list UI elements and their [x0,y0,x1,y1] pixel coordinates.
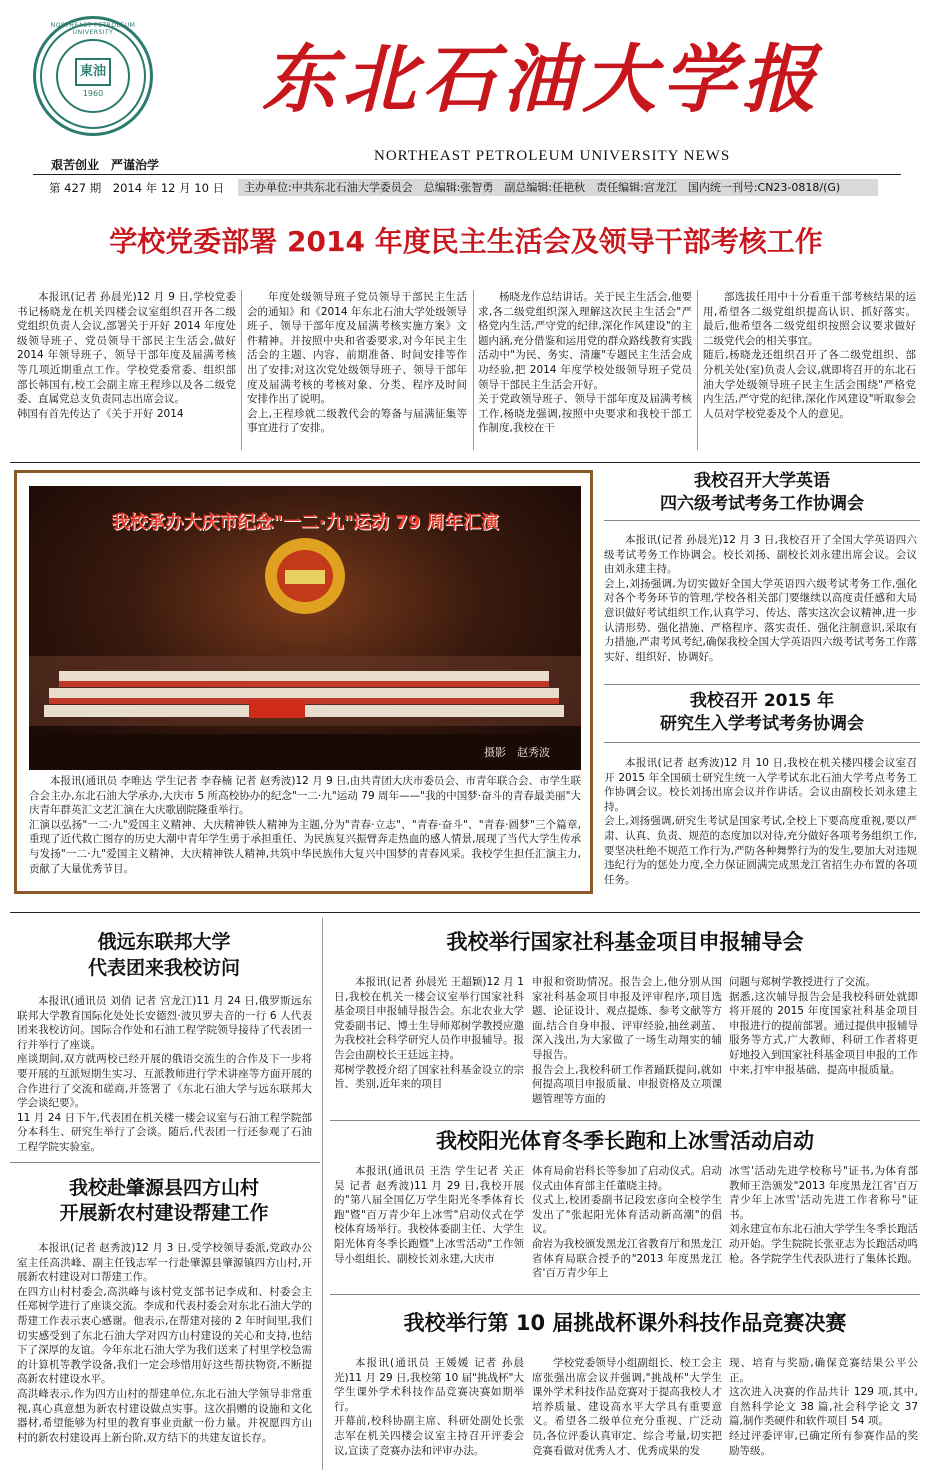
section-rule [10,462,920,463]
grad-top-rule [604,684,920,685]
challenge-headline: 我校举行第 10 届挑战杯课外科技作品竞赛决赛 [403,1311,847,1335]
divider [241,290,242,450]
grad-rule [604,742,920,743]
challenge-col-1: 本报讯(通讯员 王媛媛 记者 孙晨光)11 月 29 日,我校第 10 届"挑战杯"大学生课外学术科技作品竞赛决赛如期举行。 开幕前,校科协副主席、科研处副处长张志军在机关四楼会议室主持召开评委会议,宣读了竞赛办法和评审办法。 [334,1357,524,1457]
lead-col-2: 年度处级领导班子党员领导干部民主生活会的通知》和《2014 年东北石油大学处级领导班子、领导干部年度及届满考核实施方案》文件精神。并按照中央和省委要求,对今年民主生活会的主题、内容、前期准备、时间安排等作出了安排;对这次党处级领导班子、领导干部年度及届满考核的考核对象、分类、程序及时间安排作出了说明。 会上,王程珍就二级教代会的筹备与届满征集等事宜进行了安排。 [247,291,467,435]
village-headline-2: 开展新农村建设帮建工作 [59,1202,269,1224]
grad-headline-1: 我校召开 2015 年 [689,691,835,711]
masthead-motto: 艰苦创业 严谨治学 [51,158,160,172]
performance-photo [29,486,581,770]
publisher-info: 主办单位:中共东北石油大学委员会 总编辑:张智勇 副总编辑:任艳秋 责任编辑:宫龙江 国内统一刊号:CN23-0818/(G) [238,179,878,196]
issue-date: 第 427 期 2014 年 12 月 10 日 [49,181,225,195]
lead-col-1: 本报讯(记者 孙晨光)12 月 9 日,学校党委书记杨晓龙在机关四楼会议室组织召开各二级党组织负责人会议,部署关于开好 2014 年度处级领导班子、党员领导干部民主生活会,做好 2014 年领导班子、领导干部年度及届满考核等几项近期重点工作。学校党委常委、组织部部长韩国有,校工会副主席王程珍以及各二级党委、直属党总支负责同志出席会议。 韩国有首先传达了《关于开好 2014 [17,291,236,420]
logo-center-text: 東油 [79,64,106,79]
grad-headline-2: 研究生入学考试考务协调会 [660,714,864,734]
russia-headline-1: 俄远东联邦大学 [97,931,231,953]
left-column-divider [322,918,323,1470]
grad-body: 本报讯(记者 赵秀波)12 月 10 日,我校在机关楼四楼会议室召开 2015 年全国硕士研究生统一入学考试东北石油大学考点考务工作协调会议。校长刘扬出席会议并作讲话。会议由副校长刘永建主持。 会上,刘扬强调,研究生考试是国家考试,全校上下要高度重视,要以严肃、认真、负责、规范的态度加以对待,充分做好各项考务组织工作,要坚决杜绝不规范工作行为,严防各种舞弊行为的发生,要加大对违规违纪行为的惩处力度,全力保证圆满完成黑龙江省招生办布置的各项任务。 [604,757,917,886]
village-body: 本报讯(记者 赵秀波)12 月 3 日,受学校领导委派,党政办公室主任高洪峰、副主任钱志军一行赴肇源县肇源镇四方山村,开展新农村建设对口帮建工作。 在四方山村村委会,高洪峰与该村党支部书记李成和、村委会主任郑树学进行了座谈交流。李成和代表村委会对东北石油大学的帮建工作表示衷心感谢。他表示,在帮建对接的 2 年时间里,我们切实感受到了东北石油大学对四方山村建设的关心和支持,也结下了深厚的友谊。今年东北石油大学为我们送来了村里学校急需的计算机等教学设备,我们一定会珍惜用好这些帮扶物资,不断提高新农村建设水平。 高洪峰表示,作为四方山村的帮建单位,东北石油大学领导非常重视,真心真意想为新农村建设做点实事。这次捐赠的设施和文化器材,希望能够为村里的教育事业贡献一份力量。并祝愿四方山村的新农村建设再上新台阶,双方结下的共建友谊长存。 [17,1242,312,1444]
social-science-col-2: 申报和资助情况。报告会上,他分别从国家社科基金项目申报及评审程序,项目选题、论证设计、观点提炼、参考文献等方面,结合自身申报、评审经验,抽丝剥茧、深入浅出,为大家做了一场生动翔实的辅导报告。 报告会上,我校科研工作者踊跃提问,就如何提高项目申报质量、申报资格及立项课题管理等方面的 [532,976,722,1105]
russia-body: 本报讯(通讯员 刘俏 记者 宫龙江)11 月 24 日,俄罗斯远东联邦大学教育国际化处处长安德烈·波贝罗夫音的一行 6 人代表团来我校访问。国际合作处和石油工程学院领导接待了代表团一行并举行了座谈。 座谈期间,双方就两校已经开展的俄语交流生的合作及下一步将要开展的互派短期生实习、互派教师进行学术讲座等方面开展的合作进行了交流和磋商,并签署了《东北石油大学与远东联邦大学会谈纪要》。 11 月 24 日下午,代表团在机关楼一楼会议室与石油工程学院部分本科生、研究生举行了会谈。随后,代表团一行还参观了石油工程学院实验室。 [17,995,312,1153]
sports-col-1: 本报讯(通讯员 王浩 学生记者 关正昊 记者 赵秀波)11 月 29 日,我校开展的"第八届全国亿万学生阳光冬季体育长跑"暨"百万青少年上冰雪"启动仪式在学校体育场举行。我校体委副主任、大学生阳光体育冬季长跑暨"上冰雪活动"工作领导小组组长、副校长刘永建,大庆市 [334,1165,524,1265]
masthead-english: NORTHEAST PETROLEUM UNIVERSITY NEWS [374,148,731,164]
social-science-col-1: 本报讯(记者 孙晨光 王超颖)12 月 1 日,我校在机关一楼会议室举行国家社科基金项目申报辅导报告会。东北农业大学党委副书记、博士生导师郑树学教授应邀为我校社会科学研究人员作申报辅导。报告会由副校长王廷远主持。 郑树学教授介绍了国家社科基金设立的宗旨、类别,近年来的项目 [334,976,524,1091]
russia-headline-2: 代表团来我校访问 [87,957,240,979]
challenge-col-2: 学校党委领导小组副组长、校工会主席张强出席会议并强调,"挑战杯"大学生课外学术科技作品竞赛对于提高我校人才培养质量、建设高水平大学具有重要意义。希望各二级单位充分重视、广泛动员,各位评委认真审定、综合考量,切实把竞赛看做对优秀人才、优秀成果的发 [532,1357,722,1457]
section-rule [330,1294,920,1295]
photo-caption: 本报讯(通讯员 李唯达 学生记者 李春楠 记者 赵秀波)12 月 9 日,由共青团大庆市委员会、市青年联合会、市学生联合会主办,东北石油大学承办,大庆市 5 所高校协办的纪念"一二·九"运动 79 周年——"我的中国梦·奋斗的青春最美丽"大庆青年群英汇文艺汇演在大庆歌剧院隆重举行。 汇演以弘扬"一二·九"爱国主义精神、大庆精神铁人精神为主题,分为"青春·立志"、"青春·奋斗"、"青春·圆梦"三个篇章,重现了近代救亡图存的历史大潮中青年学生勇于承担重任、为民族复兴振臂奔走热血的感人情景,展现了当代大学生传承与发扬"一二·九"爱国主义精神、大庆精神铁人精神,共筑中华民族伟大复兴中国梦的青春风采。我校学生担任汇演主力,贡献了大量优秀节目。 [29,775,581,875]
lead-col-3: 杨晓龙作总结讲话。关于民主生活会,他要求,各二级党组织深入理解这次民主生活会"严格党内生活,严守党的纪律,深化作风建设"的主题内涵,充分借鉴和运用党的群众路线教育实践活动中"为民、务实、清廉"专题民主生活会成功经验,把 2014 年度学校处级领导班子党员领导干部民主生活会开好。 关于党政领导班子、领导干部年度及届满考核工作,杨晓龙强调,按照中央要求和我校干部工作制度,我校在干 [478,291,692,435]
sports-col-2: 体育局俞岩科长等参加了启动仪式。启动仪式由体育部主任董晓主持。 仪式上,校团委副书记段宏彦向全校学生发出了"张起阳光体育活动新高潮"的倡议。 俞岩为我校颁发黑龙江省教育厅和黑龙江省体育局联合授予的"2013 年度黑龙江省'百万青少年上 [532,1165,722,1280]
sports-headline: 我校阳光体育冬季长跑和上冰雪活动启动 [436,1129,814,1153]
masthead-title: 东北石油大学报 [262,37,822,123]
section-rule [10,912,920,913]
university-logo [33,16,153,136]
cet-rule [604,520,920,521]
photo-credit: 摄影 赵秀波 [484,746,550,759]
photo-banner: 我校承办大庆市纪念"一二·九"运动 79 周年汇演 [111,512,499,533]
logo-ring-text: NORTHEAST PETROLEUM UNIVERSITY [50,22,136,36]
masthead-rule [33,174,901,175]
left-section-rule [10,1162,320,1163]
cet-body: 本报讯(记者 孙晨光)12 月 3 日,我校召开了全国大学英语四六级考试考务工作协调会。校长刘扬、副校长刘永建出席会议。会议由刘永建主持。 会上,刘扬强调,为切实做好全国大学英语四六级考试考务工作,强化对各个考务环节的管理,学校各相关部门要继续以高度责任感和大局意识做好考试组织工作,认真学习、传达、落实这次会议精神,进一步认清形势、强化措施、严格程序、落实责任、强化注制意识,采取有力措施,严肃考风考纪,确保我校全国大学英语四六级考试考务工作落实好、组织好、协调好。 [604,534,917,663]
social-science-col-3: 问题与郑树学教授进行了交流。 据悉,这次辅导报告会是我校科研处就即将开展的 2015 年度国家社科基金项目申报进行的提前部署。通过提供申报辅导服务等方式,广大教师、科研工作者将更好地投入到国家社科基金项目申报的工作中来,打牢申报基础、提高申报质量。 [729,976,918,1076]
village-headline-1: 我校赴肇源县四方山村 [68,1177,259,1199]
divider [697,290,698,450]
lead-col-4: 部选拔任用中十分看重干部考核结果的运用,希望各二级党组织提高认识、抓好落实。最后,他希望各二级党组织按照会议要求做好二级党代会的相关事宜。 随后,杨晓龙还组织召开了各二级党组织、部分机关处(室)负责人会议,就即将召开的东北石油大学处级领导班子民主生活会围绕"严格党内生活,严守党的纪律,深化作风建设"听取参会人员对学校党委及个人的意见。 [703,291,916,420]
section-rule [330,1120,920,1121]
challenge-col-3: 现、培育与奖励,确保竞赛结果公平公正。 这次进入决赛的作品共计 129 项,其中,自然科学论文 38 篇,社会科学论文 37 篇,制作类硬件和软件项目 54 项。 经过评委评审,已确定所有参赛作品的奖励等级。 [729,1357,918,1457]
divider [473,290,474,450]
social-science-headline: 我校举行国家社科基金项目申报辅导会 [446,930,804,954]
cet-headline-2: 四六级考试考务工作协调会 [660,494,864,514]
cet-headline-1: 我校召开大学英语 [694,471,830,491]
logo-year: 1960 [82,89,104,98]
lead-headline: 学校党委部署 2014 年度民主生活会及领导干部考核工作 [109,225,823,258]
sports-col-3: 冰雪'活动先进学校称号"证书,为体育部教师王浩颁发"2013 年度黑龙江省'百万青少年上冰雪'活动先进工作者称号"证书。 刘永建宣布东北石油大学学生冬季长跑活动开始。学生院院长张亚志为长跑活动鸣枪。各学院学生代表队进行了集体长跑。 [729,1165,918,1265]
